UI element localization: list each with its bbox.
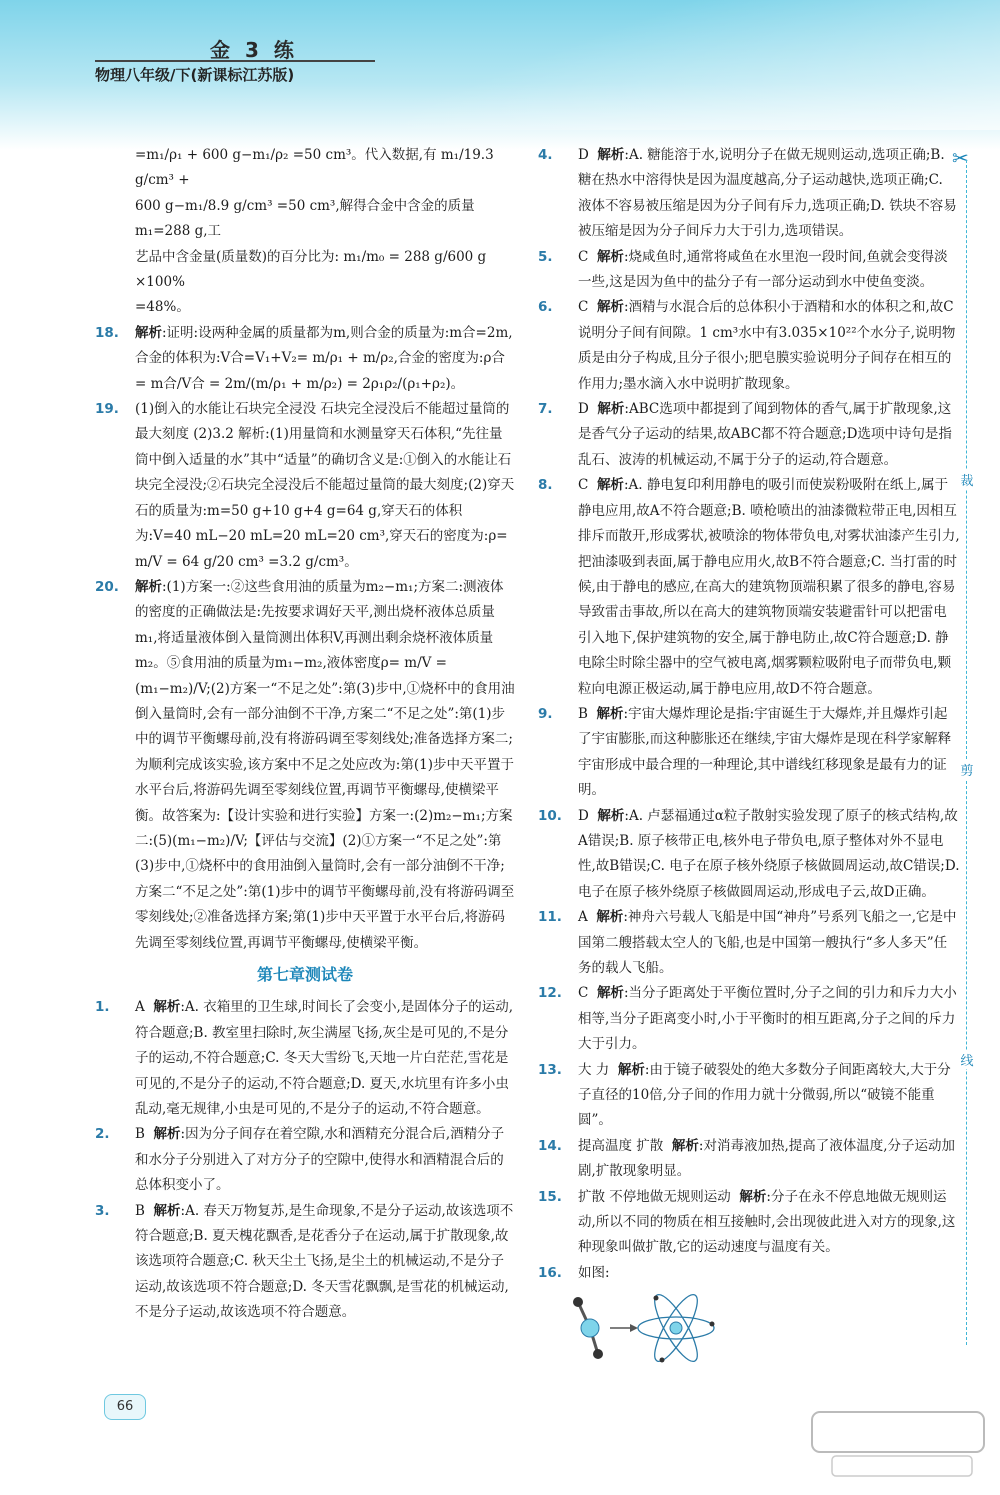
answer-item (538, 1185, 960, 1261)
item-number: 10. (538, 807, 562, 824)
answer-text: 如图: (578, 1264, 610, 1281)
cut-label: 剪 (958, 760, 976, 779)
answer-item (538, 702, 960, 804)
analysis-text: :神舟六号载人飞船是中国“神舟”号系列飞船之一,它是中国第二艘搭载太空人的飞船,也是中国第一艘执行“多人多天”任务的载人飞船。 (578, 909, 957, 976)
item-number: 13. (538, 1061, 562, 1078)
analysis-text: :A. 春天万物复苏,是生命现象,不是分子运动,故该选项不符合题意;B. 夏天槐花飘香,是花香分子在运动,属于扩散现象,故该选项符合题意;C. 秋天尘土飞扬,是尘土的机械运动,不是分子运动,故该选项不符合题意;D. 冬天雪花飘飘,是雪花的机械运动,不是分子运动,故该选项不符合题意。 (135, 1202, 514, 1321)
analysis-text: (1)倒入的水能让石块完全浸没 石块完全浸没后不能超过量筒的最大刻度 (2)3.2 解析:(1)用量筒和水测量穿天石体积,“先往量筒中倒入适量的水”其中“适量”的确切含义是:①倒入的水能让石块完全浸没;②石块完全浸没后不能超过量筒的最大刻度;(2)穿天石的质量为:m=50 g+10 g+4 g=64 g,穿天石的体积为:V=40 mL−20 mL=20 mL=20 cm³,穿天石的密度为:ρ= m/V = 64 g/20 cm³ =3.2 g/cm³。 (135, 401, 515, 570)
analysis-text: :对消毒液加热,提高了液体温度,分子运动加剧,扩散现象明显。 (578, 1137, 956, 1180)
analysis-text: :ABC选项中都提到了闻到物体的香气,属于扩散现象,这是香气分子运动的结果,故ABC都不符合题意;D选项中诗句是指乱石、波涛的机械运动,不属于分子的运动,符合题意。 (578, 401, 952, 468)
cut-label: 裁 (958, 470, 976, 489)
item-number: 16. (538, 1264, 562, 1281)
analysis-label: 解析 (596, 477, 624, 494)
header-rule (95, 60, 375, 62)
answer-item (95, 1199, 515, 1326)
carryover-block (95, 143, 515, 321)
section-title: 第七章测试卷 (256, 965, 353, 984)
analysis-label: 解析 (739, 1188, 767, 1205)
analysis-label: 解析 (617, 1061, 645, 1078)
item-number: 14. (538, 1137, 562, 1154)
answer-choice: D (578, 147, 589, 163)
right-column (538, 143, 960, 1286)
analysis-label: 解析 (135, 324, 162, 341)
answer-item (538, 1058, 960, 1134)
carryover-line: 艺品中含金量(质量数)的百分比为: m₁/m₀ = 288 g/600 g ×100% (135, 248, 487, 291)
analysis-text: :酒精与水混合后的总体积小于酒精和水的体积之和,故C说明分子间有间隙。1 cm³水中有3.035×10²²个水分子,说明物质是由分子构成,且分子很小;肥皂膜实验说明分子间存在相互的作用力;墨水滴入水中说明扩散现象。 (578, 299, 956, 392)
analysis-text: :A. 卢瑟福通过α粒子散射实验发现了原子的核式结构,故A错误;B. 原子核带正电,核外电子带负电,原子整体对外不显电性,故B错误;C. 电子在原子核外绕原子核做圆周运动,故C错误;D. 电子在原子核外绕原子核做圆周运动,形成电子云,故D正确。 (578, 807, 960, 900)
carryover-line: =48%。 (135, 299, 190, 316)
analysis-label: 解析 (135, 578, 162, 595)
answer-choice: A (135, 999, 145, 1016)
analysis-label: 解析 (671, 1137, 699, 1154)
analysis-label: 解析 (597, 147, 625, 163)
answer-item (95, 575, 515, 956)
item-number: 8. (538, 477, 553, 494)
answer-choice: C (578, 477, 589, 494)
answer-item (538, 804, 960, 906)
item-number: 6. (538, 299, 553, 316)
analysis-text: :A. 糖能溶于水,说明分子在做无规则运动,选项正确;B. 糖在热水中溶得快是因为温度越高,分子运动越快,选项正确;C. 液体不容易被压缩是因为分子间有斥力,选项正确;D. 铁块不容易被压缩是因为分子间斥力大于引力,选项错误。 (578, 147, 957, 240)
analysis-text: :证明:设两种金属的质量都为m,则合金的质量为:m合=2m,合金的体积为:V合=V₁+V₂= m/ρ₁ + m/ρ₂,合金的密度为:ρ合= m合/V合 = 2m/(m/ρ₁ + m/ρ₂) = 2ρ₁ρ₂/(ρ₁+ρ₂)。 (135, 324, 513, 392)
item-number: 15. (538, 1188, 562, 1205)
answer-item (538, 397, 960, 473)
watermark-logo (808, 1404, 988, 1484)
brand-title: 金 3 练 (210, 38, 298, 62)
analysis-text: :烧咸鱼时,通常将咸鱼在水里泡一段时间,鱼就会变得淡一些,这是因为鱼中的盐分子有一部分运动到水中使鱼变淡。 (578, 248, 948, 291)
analysis-text: :宇宙大爆炸理论是指:宇宙诞生于大爆炸,并且爆炸引起了宇宙膨胀,而这种膨胀还在继续,宇宙大爆炸是现在科学家解释宇宙形成中最合理的一种理论,其中谱线红移现象是最有力的证明。 (578, 705, 952, 799)
item-number: 12. (538, 985, 562, 1002)
analysis-label: 解析 (596, 299, 624, 316)
answer-item (95, 321, 515, 397)
molecule-icon (573, 1297, 603, 1359)
item-number: 20. (95, 578, 119, 595)
carryover-line: 600 g−m₁/8.9 g/cm³ =50 cm³,解得合金中含金的质量 m₁=288 g,工 (135, 197, 475, 240)
analysis-text: :分子在永不停息地做无规则运动,所以不同的物质在相互接触时,会出现彼此进入对方的现象,这种现象叫做扩散,它的运动速度与温度有关。 (578, 1188, 956, 1256)
analysis-text: :因为分子间存在着空隙,水和酒精充分混合后,酒精分子和水分子分别进入了对方分子的空隙中,使得水和酒精混合后的总体积变小了。 (135, 1126, 505, 1194)
item-number: 2. (95, 1126, 110, 1143)
analysis-text: :(1)方案一:②这些食用油的质量为m₂−m₁;方案二:测液体的密度的正确做法是:先按要求调好天平,测出烧杯液体总质量m₁,将适量液体倒入量筒测出体积V,再测出剩余烧杯液体质量m₂。⑤食用油的质量为m₁−m₂,液体密度ρ= m/V = (m₁−m₂)/V;(2)方案一“不足之处”:第(3)步中,①烧杯中的食用油倒入量筒时,会有一部分油倒不干净,方案二“不足之处”:第(1)步中的调节平衡螺母前,没有将游码调至零刻线处;准备选择方案二;为顺利完成该实验,该方案中不足之处应改为:第(1)步中天平置于水平台后,将游码先调至零刻线位置,再调节平衡螺母,使横梁平衡。故答案为:【设计实验和进行实验】方案一:(2)m₂−m₁;方案二:(5)(m₁−m₂)/V;【评估与交流】(2)①方案一“不足之处”:第(3)步中,①烧杯中的食用油倒入量筒时,会有一部分油倒不干净;方案二“不足之处”:第(1)步中的调节平衡螺母前,没有将游码调至零刻线处;②准备选择方案;第(1)步中天平置于水平台后,将游码先调至零刻线位置,再调节平衡螺母,使横梁平衡。 (135, 578, 515, 951)
item-number: 9. (538, 705, 553, 722)
cut-line (966, 160, 967, 1345)
answer-item (538, 981, 960, 1057)
page-number: 66 (104, 1394, 146, 1420)
analysis-text: :A. 静电复印利用静电的吸引而使炭粉吸附在纸上,属于静电应用,故A不符合题意;B. 喷枪喷出的油漆微粒带正电,因相互排斥而散开,形成雾状,被喷涂的物体带负电,对雾状油漆产生引力,把油漆吸到表面,属于静电应用火,故B不符合题意;C. 当打雷的时候,由于静电的感应,在高大的建筑物顶端积累了很多的静电,容易导致雷击事故,所以在高大的建筑物顶端安装避雷针可以把雷电引入地下,保护建筑物的安全,属于静电防止,故C符合题意;D. 静电除尘时除尘器中的空气被电离,烟雾颗粒吸附电子而带负电,颗粒向电源正极运动,属于静电应用,故D不符合题意。 (578, 477, 960, 697)
answer-item (538, 1134, 960, 1185)
item-number: 11. (538, 909, 562, 926)
answer-item (538, 295, 960, 397)
scissors-icon: ✂ (952, 146, 969, 170)
answer-choice: B (135, 1126, 145, 1143)
analysis-label: 解析 (153, 999, 181, 1016)
answer-item (538, 143, 960, 245)
answer-choice: A (578, 909, 588, 926)
answer-item (538, 1261, 960, 1286)
answer-choice: B (135, 1202, 145, 1219)
item-number: 4. (538, 147, 553, 163)
analysis-label: 解析 (596, 248, 624, 265)
item-number: 3. (95, 1202, 110, 1219)
answer-choice: D (578, 807, 589, 824)
left-column (95, 143, 515, 1326)
answer-item (95, 1122, 515, 1198)
item-number: 19. (95, 401, 119, 418)
answer-choice: 扩散 不停地做无规则运动 (578, 1188, 731, 1205)
analysis-label: 解析 (153, 1202, 181, 1219)
item-number: 5. (538, 248, 553, 265)
book-subtitle: 物理八年级/下(新课标江苏版) (95, 66, 295, 84)
analysis-label: 解析 (597, 401, 625, 418)
analysis-label: 解析 (153, 1126, 181, 1143)
answer-item (538, 905, 960, 981)
arrow-icon (610, 1324, 638, 1332)
answer-choice: C (578, 248, 589, 265)
answer-choice: 提高温度 扩散 (578, 1137, 664, 1154)
answer-choice: B (578, 705, 588, 722)
analysis-label: 解析 (597, 807, 625, 824)
answer-item (95, 995, 515, 1122)
answer-choice: 大 力 (578, 1061, 610, 1078)
analysis-text: :当分子距离处于平衡位置时,分子之间的引力和斥力大小相等,当分子距离变小时,小于平衡时的相互距离,分子之间的斥力大于引力。 (578, 985, 957, 1053)
atom-icon (638, 1290, 715, 1367)
analysis-label: 解析 (596, 909, 624, 926)
answer-item (538, 473, 960, 702)
answer-choice: D (578, 401, 589, 418)
analysis-text: :由于镜子破裂处的绝大多数分子间距离较大,大于分子直径的10倍,分子间的作用力就十分微弱,所以“破镜不能重圆”。 (578, 1061, 951, 1129)
analysis-text: :A. 衣箱里的卫生球,时间长了会变小,是固体分子的运动,符合题意;B. 教室里扫除时,灰尘满屋飞扬,灰尘是可见的,不是分子的运动,不符合题意;C. 冬天大雪纷飞,天地一片白茫茫,雪花是可见的,不是分子的运动,不符合题意;D. 夏天,水坑里有许多小虫乱动,毫无规律,小虫是可见的,不是分子的运动,不符合题意。 (135, 999, 514, 1118)
carryover-line: =m₁/ρ₁ + 600 g−m₁/ρ₂ =50 cm³。代入数据,有 m₁/19.3 g/cm³ + (135, 147, 494, 189)
answer-item (538, 245, 960, 296)
item-number: 1. (95, 999, 110, 1016)
cut-label: 线 (958, 1050, 976, 1069)
analysis-label: 解析 (596, 705, 624, 722)
molecule-atom-figure (568, 1288, 728, 1368)
answer-choice: C (578, 299, 589, 316)
answer-choice: C (578, 985, 589, 1002)
analysis-label: 解析 (596, 985, 624, 1002)
item-number: 7. (538, 401, 553, 418)
answer-item (95, 397, 515, 575)
item-number: 18. (95, 324, 119, 341)
